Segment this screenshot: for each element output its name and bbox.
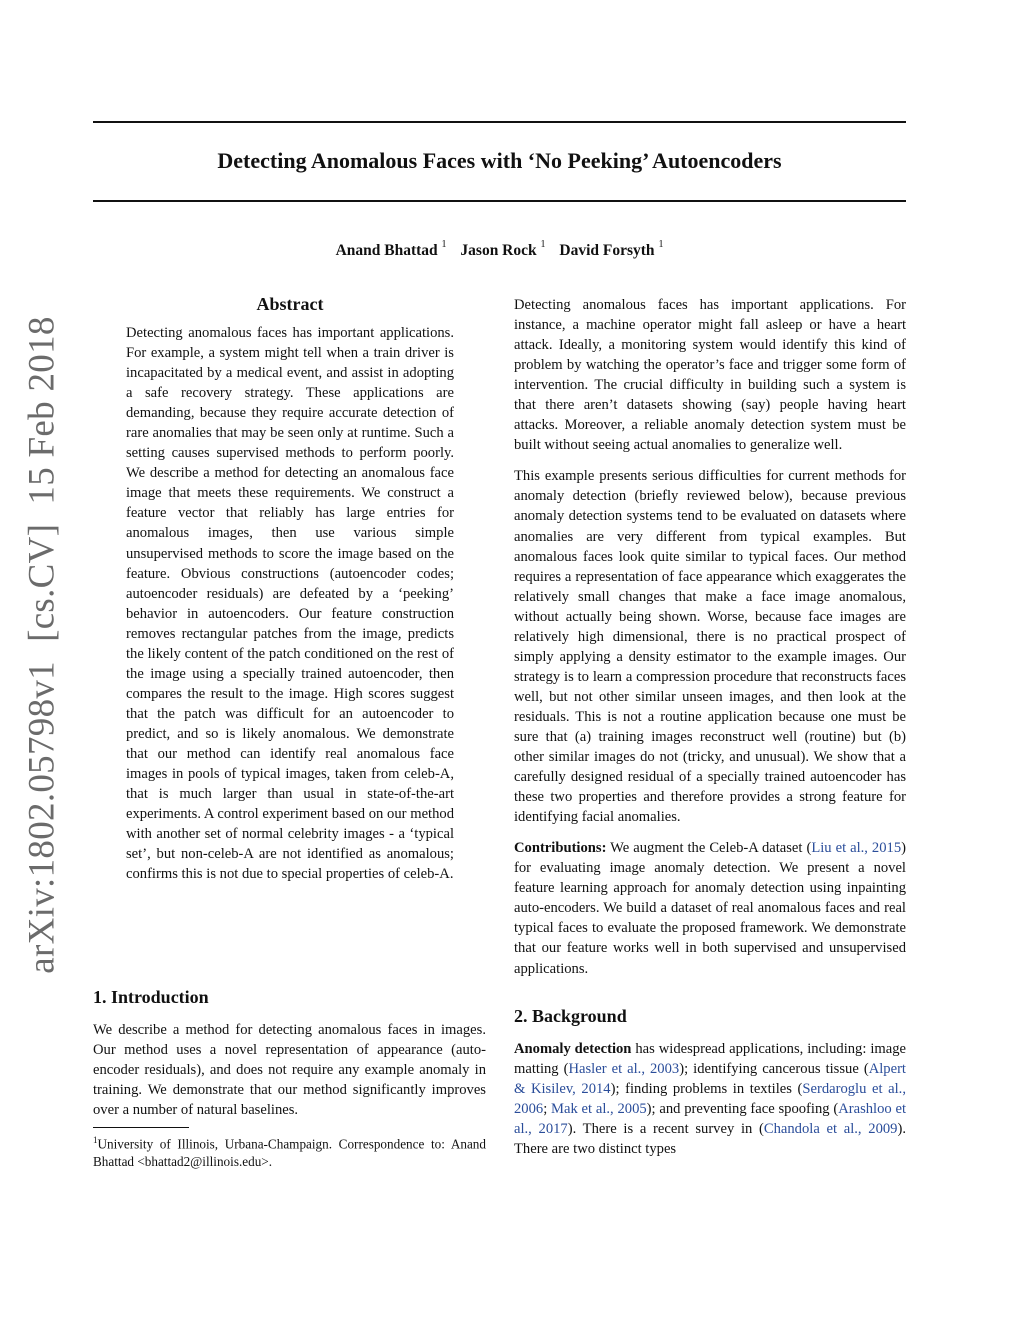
anomaly-detection-label: Anomaly detection: [514, 1040, 632, 1057]
introduction-section: [93, 985, 486, 1120]
background-text: ;: [543, 1100, 552, 1117]
background-text: ); identifying cancerous tissue (: [679, 1060, 869, 1077]
title-bottom-rule: [93, 200, 906, 202]
citation-link[interactable]: Alpert & Kisilev, 2014: [514, 1060, 906, 1097]
citation-link[interactable]: Serdaroglu et al., 2006: [514, 1080, 906, 1117]
right-column: [514, 295, 906, 1159]
footnote-text: University of Illinois, Urbana-Champaign. Correspondence to: Anand Bhattad <bhattad2@illinois.edu>.: [93, 1136, 486, 1170]
background-text: ). There are two distinct types: [514, 1120, 906, 1157]
background-section: [514, 1004, 906, 1159]
author-name: David Forsyth: [559, 242, 655, 260]
introduction-text: We describe a method for detecting anomalous faces in images. Our method uses a novel representation of appearance (auto-encoder residuals), and does not require any example anomaly in training. We demonstrate that our method significantly improves over a number of natural baselines.: [93, 1022, 486, 1119]
author-2: [460, 239, 546, 260]
citation-link[interactable]: Mak et al., 2005: [551, 1100, 647, 1117]
author-name: Jason Rock: [460, 242, 537, 260]
arxiv-id: arXiv:1802.05798v1 [cs.CV] 15 Feb 2018: [21, 316, 63, 974]
background-text: has widespread applications, including: image matting (: [514, 1040, 906, 1077]
background-text: ). There is a recent survey in (: [567, 1120, 764, 1137]
contributions-text: We augment the Celeb-A dataset (: [606, 840, 812, 857]
introduction-heading: 1. Introduction: [93, 987, 209, 1007]
citation-link[interactable]: Chandola et al., 2009: [763, 1120, 898, 1137]
citation-link[interactable]: Hasler et al., 2003: [568, 1060, 680, 1077]
citation-link[interactable]: Liu et al., 2015: [811, 840, 902, 857]
difficulty-paragraph: This example presents serious difficulties for current methods for anomaly detection (briefly reviewed below), because previous anomaly detection systems tend to be evaluated on datasets where anomalies are very different from typical examples. But anomalous faces look quite similar to typical faces. Our method requires a representation of face appearance which exaggerates the relatively small changes that make a face image anomalous, without actually being shown. Worse, because face images are relatively high dimensional, there is no practical prospect of simply applying a density estimator to the example images. Our strategy is to learn a compression procedure that reconstructs faces well, but not other similar unseen images, and then look at the residuals. This is not a routine application because one must be sure that (a) training images reconstruct well (routine) but (b) other similar images do not (tricky, and unusual). We show that a carefully designed residual of a specially trained autoencoder has these two properties and therefore provides a strong feature for identifying facial anomalies.: [514, 468, 906, 826]
background-text: ); finding problems in textiles (: [610, 1080, 803, 1097]
contributions-label: Contributions:: [514, 840, 607, 857]
author-3: [559, 239, 664, 260]
background-heading: 2. Background: [514, 1005, 627, 1026]
footnote-rule: [93, 1127, 189, 1128]
contributions-paragraph: [514, 838, 906, 978]
background-text: ); and preventing face spoofing (: [646, 1100, 839, 1117]
abstract-section: [126, 292, 454, 884]
title-top-rule: [93, 121, 906, 123]
affiliation-mark: 1: [658, 239, 664, 250]
author-list: [93, 236, 906, 262]
affiliation-mark: 1: [441, 239, 447, 250]
abstract-heading: Abstract: [256, 294, 324, 314]
abstract-text: Detecting anomalous faces has important applications. For example, a system might tell when a train driver is incapacitated by a medical event, and assist in adopting a safe recovery strategy. These applications are demanding, because they require accurate detection of rare anomalies that may be seen only at runtime. Such a setting causes supervised methods to perform poorly. We describe a method for detecting an anomalous face image that meets these requirements. We construct a feature vector that reliably has large entries for anomalous images, then use various simple unsupervised methods to score the image based on the feature. Obvious constructions (autoencoder codes; autoencoder residuals) are defeated by a ‘peeking’ behavior in autoencoders. Our feature construction removes rectangular patches from the image, predicts the likely content of the patch conditioned on the rest of the image using a specially trained autoencoder, then compares the result to the image. High scores suggest that the patch was difficult for an autoencoder to predict, and so is likely anomalous. We demonstrate that our method can identify real anomalous face images in pools of typical images, taken from celeb-A, that is much larger than usual in state-of-the-art experiments. A control experiment based on our method with another set of normal celebrity images - a ‘typical set’, but non-celeb-A are not identified as anomalous; confirms this is not due to special properties of celeb-A.: [126, 325, 454, 883]
author-1: [335, 239, 447, 260]
paper-title: Detecting Anomalous Faces with ‘No Peeking’ Autoencoders: [217, 148, 782, 173]
author-name: Anand Bhattad: [335, 242, 438, 260]
footnote-mark: 1: [93, 1135, 98, 1145]
contributions-text: ) for evaluating image anomaly detection. We present a novel feature learning approach for anomaly detection using inpainting auto-encoders. We build a dataset of real anomalous faces and real typical faces to evaluate the proposed framework. We demonstrate that our feature works well in both supervised and unsupervised applications.: [514, 840, 906, 977]
background-paragraph: [514, 1039, 906, 1159]
citation-link[interactable]: Arashloo et al., 2017: [514, 1100, 906, 1137]
affiliation-mark: 1: [540, 239, 546, 250]
footnote: [93, 1131, 486, 1171]
motivation-paragraph: Detecting anomalous faces has important applications. For instance, a machine operator might fall asleep or have a heart attack. Ideally, a monitoring system would identify this kind of problem by watching the operator’s face and trigger some form of intervention. The crucial difficulty in building such a system is that there aren’t datasets showing (say) people having heart attacks. Moreover, a reliable anomaly detection system must be built without seeing actual anomalies to generalize well.: [514, 297, 906, 454]
